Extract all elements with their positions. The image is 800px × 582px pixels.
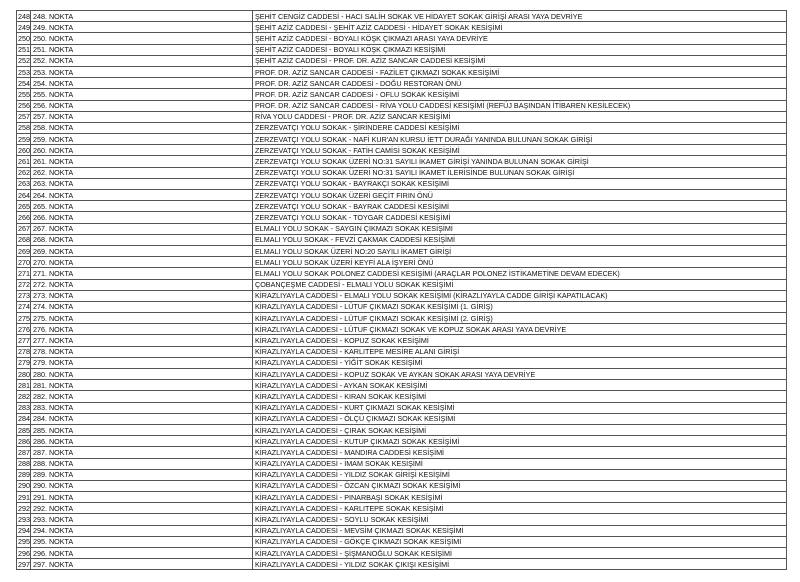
table-row (17, 447, 787, 458)
point-label: 262. NOKTA (31, 167, 253, 178)
location-description: KİRAZLIYAYLA CADDESİ - LÜTUF ÇIKMAZI SOKAK VE KOPUZ SOKAK ARASI YAYA DEVRİYE (253, 324, 787, 335)
location-description: ELMALI YOLU SOKAK POLONEZ CADDESİ KESİŞİMİ (ARAÇLAR POLONEZ İSTİKAMETİNE DEVAM EDECEK) (253, 268, 787, 279)
table-body (17, 11, 787, 570)
point-label: 286. NOKTA (31, 436, 253, 447)
point-label: 270. NOKTA (31, 257, 253, 268)
table-row (17, 212, 787, 223)
row-number: 273 (18, 291, 30, 301)
table-row (17, 234, 787, 245)
table-row (17, 156, 787, 167)
point-label: 297. NOKTA (31, 559, 253, 570)
point-label: 276. NOKTA (31, 324, 253, 335)
point-label: 285. NOKTA (31, 424, 253, 435)
row-number: 296 (18, 548, 30, 558)
location-description: ELMALI YOLU SOKAK - FEVZİ ÇAKMAK CADDESİ KESİŞİMİ (253, 234, 787, 245)
point-label: 271. NOKTA (31, 268, 253, 279)
table-row (17, 245, 787, 256)
checkpoint-table (16, 10, 787, 570)
row-number: 249 (18, 22, 30, 32)
point-label: 250. NOKTA (31, 33, 253, 44)
point-label: 267. NOKTA (31, 223, 253, 234)
location-description: KİRAZLIYAYLA CADDESİ - KARLITEPE SOKAK KESİŞİMİ (253, 503, 787, 514)
row-number: 267 (18, 224, 30, 234)
point-label: 290. NOKTA (31, 480, 253, 491)
location-description: PROF. DR. AZİZ SANCAR CADDESİ - FAZİLET ÇIKMAZI SOKAK KESİŞİMİ (253, 66, 787, 77)
point-label: 273. NOKTA (31, 290, 253, 301)
point-label: 293. NOKTA (31, 514, 253, 525)
location-description: KİRAZLIYAYLA CADDESİ - KOPUZ SOKAK KESİŞİMİ (253, 335, 787, 346)
row-number: 283 (18, 403, 30, 413)
point-label: 252. NOKTA (31, 55, 253, 66)
table-row (17, 469, 787, 480)
table-row (17, 424, 787, 435)
point-label: 292. NOKTA (31, 503, 253, 514)
location-description: KİRAZLIYAYLA CADDESİ - ÖLÇÜ ÇIKMAZI SOKAK KESİŞİMİ (253, 413, 787, 424)
location-description: ŞEHİT AZİZ CADDESİ - ŞEHİT AZİZ CADDESİ - HİDAYET SOKAK KESİŞİMİ (253, 22, 787, 33)
point-label: 282. NOKTA (31, 391, 253, 402)
table-row (17, 335, 787, 346)
row-number: 276 (18, 324, 30, 334)
location-description: ŞEHİT AZİZ CADDESİ - BOYALI KÖŞK ÇIKMAZI ARASI YAYA DEVRİYE (253, 33, 787, 44)
location-description: ELMALI YOLU SOKAK ÜZERİ KEYFİ ALA İŞYERİ ÖNÜ (253, 257, 787, 268)
row-number: 287 (18, 447, 30, 457)
point-label: 294. NOKTA (31, 525, 253, 536)
point-label: 275. NOKTA (31, 313, 253, 324)
point-label: 248. NOKTA (31, 11, 253, 22)
location-description: KİRAZLIYAYLA CADDESİ - YILDIZ SOKAK ÇIKIŞI KESİŞİMİ (253, 559, 787, 570)
table-row (17, 122, 787, 133)
location-description: KİRAZLIYAYLA CADDESİ - MANDIRA CADDESİ KESİŞİMİ (253, 447, 787, 458)
location-description: ÇOBANÇEŞME CADDESİ - ELMALI YOLU SOKAK KESİŞİMİ (253, 279, 787, 290)
location-description: KİRAZLIYAYLA CADDESİ - ŞİŞMANOĞLU SOKAK KESİŞİMİ (253, 548, 787, 559)
location-description: KİRAZLIYAYLA CADDESİ - KIRAN SOKAK KESİŞİMİ (253, 391, 787, 402)
location-description: KİRAZLIYAYLA CADDESİ - YİĞİT SOKAK KESİŞİMİ (253, 357, 787, 368)
row-number: 271 (18, 268, 30, 278)
table-row (17, 11, 787, 22)
point-label: 255. NOKTA (31, 89, 253, 100)
location-description: ZERZEVATÇI YOLU SOKAK - BAYRAKÇI SOKAK KESİŞİMİ (253, 178, 787, 189)
row-number: 281 (18, 380, 30, 390)
row-number: 297 (18, 559, 30, 569)
row-number: 251 (18, 45, 30, 55)
row-number: 289 (18, 470, 30, 480)
point-label: 289. NOKTA (31, 469, 253, 480)
table-row (17, 436, 787, 447)
location-description: KİRAZLIYAYLA CADDESİ - KARLITEPE MESİRE ALANI GİRİŞİ (253, 346, 787, 357)
row-number: 263 (18, 179, 30, 189)
table-row (17, 391, 787, 402)
location-description: KİRAZLIYAYLA CADDESİ - GÖKÇE ÇIKMAZI SOKAK KESİŞİMİ (253, 536, 787, 547)
point-label: 281. NOKTA (31, 380, 253, 391)
table-row (17, 503, 787, 514)
point-label: 249. NOKTA (31, 22, 253, 33)
point-label: 266. NOKTA (31, 212, 253, 223)
location-description: ZERZEVATÇI YOLU SOKAK - ŞİRİNDERE CADDESİ KESİŞİMİ (253, 122, 787, 133)
table-row (17, 78, 787, 89)
point-label: 263. NOKTA (31, 178, 253, 189)
row-number: 284 (18, 414, 30, 424)
table-row (17, 369, 787, 380)
table-row (17, 492, 787, 503)
location-description: KİRAZLIYAYLA CADDESİ - AYKAN SOKAK KESİŞİMİ (253, 380, 787, 391)
table-row (17, 134, 787, 145)
table-row (17, 100, 787, 111)
location-description: KİRAZLIYAYLA CADDESİ - YILDIZ SOKAK GİRİŞİ KESİŞİMİ (253, 469, 787, 480)
table-row (17, 268, 787, 279)
point-label: 278. NOKTA (31, 346, 253, 357)
table-row (17, 380, 787, 391)
row-number: 294 (18, 526, 30, 536)
row-number: 293 (18, 515, 30, 525)
point-label: 279. NOKTA (31, 357, 253, 368)
point-label: 259. NOKTA (31, 134, 253, 145)
point-label: 272. NOKTA (31, 279, 253, 290)
table-row (17, 357, 787, 368)
table-row (17, 402, 787, 413)
location-description: ZERZEVATÇI YOLU SOKAK - BAYRAK CADDESİ KESİŞİMİ (253, 201, 787, 212)
location-description: ZERZEVATÇI YOLU SOKAK ÜZERİ GEÇİT FIRIN ÖNÜ (253, 190, 787, 201)
location-description: PROF. DR. AZİZ SANCAR CADDESİ - DOĞU RESTORAN ÖNÜ (253, 78, 787, 89)
point-label: 256. NOKTA (31, 100, 253, 111)
table-row (17, 559, 787, 570)
location-description: ELMALI YOLU SOKAK ÜZERİ NO:20 SAYILI İKAMET GİRİŞİ (253, 245, 787, 256)
location-description: KİRAZLIYAYLA CADDESİ - LÜTUF ÇIKMAZI SOKAK KESİŞİMİ (2. GİRİŞ) (253, 313, 787, 324)
location-description: KİRAZLIYAYLA CADDESİ - LÜTUF ÇIKMAZI SOKAK KESİŞİMİ (1. GİRİŞ) (253, 301, 787, 312)
row-number: 260 (18, 145, 30, 155)
location-description: ZERZEVATÇI YOLU SOKAK ÜZERİ NO:31 SAYILI İKAMET GİRİŞİ YANINDA BULUNAN SOKAK GİRİŞİ (253, 156, 787, 167)
table-row (17, 514, 787, 525)
table-row (17, 201, 787, 212)
location-description: ZERZEVATÇI YOLU SOKAK ÜZERİ NO:31 SAYILI İKAMET İLERİSİNDE BULUNAN SOKAK GİRİŞİ (253, 167, 787, 178)
row-number: 275 (18, 313, 30, 323)
table-row (17, 223, 787, 234)
row-number: 262 (18, 168, 30, 178)
point-label: 274. NOKTA (31, 301, 253, 312)
location-description: KİRAZLIYAYLA CADDESİ - KURT ÇIKMAZI SOKAK KESİŞİMİ (253, 402, 787, 413)
point-label: 258. NOKTA (31, 122, 253, 133)
point-label: 264. NOKTA (31, 190, 253, 201)
row-number: 255 (18, 89, 30, 99)
location-description: KİRAZLIYAYLA CADDESİ - ÖZCAN ÇIKMAZI SOKAK KESİŞİMİ (253, 480, 787, 491)
row-number: 256 (18, 101, 30, 111)
table-row (17, 145, 787, 156)
row-number: 280 (18, 369, 30, 379)
table-row (17, 536, 787, 547)
table-row (17, 22, 787, 33)
row-number: 292 (18, 503, 30, 513)
row-number: 258 (18, 123, 30, 133)
point-label: 288. NOKTA (31, 458, 253, 469)
location-description: PROF. DR. AZİZ SANCAR CADDESİ - RİVA YOLU CADDESİ KESİŞİMİ (REFÜJ BAŞINDAN İTİBAREN KESİLECEK) (253, 100, 787, 111)
table-row (17, 324, 787, 335)
row-number: 288 (18, 459, 30, 469)
row-number: 266 (18, 212, 30, 222)
location-description: ZERZEVATÇI YOLU SOKAK - FATİH CAMİSİ SOKAK KESİŞİMİ (253, 145, 787, 156)
row-number: 268 (18, 235, 30, 245)
row-number: 252 (18, 56, 30, 66)
table-row (17, 525, 787, 536)
point-label: 253. NOKTA (31, 66, 253, 77)
location-description: KİRAZLIYAYLA CADDESİ - KOPUZ SOKAK VE AYKAN SOKAK ARASI YAYA DEVRİYE (253, 369, 787, 380)
point-label: 295. NOKTA (31, 536, 253, 547)
table-row (17, 66, 787, 77)
point-label: 268. NOKTA (31, 234, 253, 245)
row-number: 261 (18, 157, 30, 167)
location-description: ŞEHİT AZİZ CADDESİ - PROF. DR. AZİZ SANCAR CADDESİ KESİŞİMİ (253, 55, 787, 66)
row-number: 259 (18, 134, 30, 144)
row-number: 277 (18, 336, 30, 346)
location-description: ŞEHİT AZİZ CADDESİ - BOYALI KÖŞK ÇIKMAZI KESİŞİMİ (253, 44, 787, 55)
table-row (17, 548, 787, 559)
point-label: 251. NOKTA (31, 44, 253, 55)
table-row (17, 167, 787, 178)
row-number: 278 (18, 347, 30, 357)
location-description: PROF. DR. AZİZ SANCAR CADDESİ - OFLU SOKAK KESİŞİMİ (253, 89, 787, 100)
row-number: 282 (18, 391, 30, 401)
row-number: 250 (18, 33, 30, 43)
table-row (17, 33, 787, 44)
location-description: ZERZEVATÇI YOLU SOKAK - TOYGAR CADDESİ KESİŞİMİ (253, 212, 787, 223)
location-description: ZERZEVATÇI YOLU SOKAK - NAFİ KUR'AN KURSU İETT DURAĞI YANINDA BULUNAN SOKAK GİRİŞİ (253, 134, 787, 145)
row-number: 274 (18, 302, 30, 312)
location-description: KİRAZLIYAYLA CADDESİ - ÇIRAK SOKAK KESİŞİMİ (253, 424, 787, 435)
table-row (17, 313, 787, 324)
table-row (17, 480, 787, 491)
point-label: 283. NOKTA (31, 402, 253, 413)
location-description: KİRAZLIYAYLA CADDESİ - SOYLU SOKAK KESİŞİMİ (253, 514, 787, 525)
point-label: 261. NOKTA (31, 156, 253, 167)
row-number: 254 (18, 78, 30, 88)
location-description: KİRAZLIYAYLA CADDESİ - ELMALI YOLU SOKAK KESİŞİMİ (KİRAZLIYAYLA CADDE GİRİŞİ KAPATILACAK) (253, 290, 787, 301)
table-row (17, 257, 787, 268)
location-description: KİRAZLIYAYLA CADDESİ - İMAM SOKAK KESİŞİMİ (253, 458, 787, 469)
table-row (17, 178, 787, 189)
row-number: 285 (18, 425, 30, 435)
document-page (16, 10, 786, 570)
point-label: 296. NOKTA (31, 548, 253, 559)
row-number: 291 (18, 492, 30, 502)
table-row (17, 111, 787, 122)
point-label: 257. NOKTA (31, 111, 253, 122)
row-number: 257 (18, 112, 30, 122)
location-description: RİVA YOLU CADDESİ - PROF. DR. AZİZ SANCAR KESİŞİMİ (253, 111, 787, 122)
row-number: 270 (18, 257, 30, 267)
point-label: 269. NOKTA (31, 245, 253, 256)
location-description: KİRAZLIYAYLA CADDESİ - PINARBAŞI SOKAK KESİŞİMİ (253, 492, 787, 503)
row-number: 264 (18, 190, 30, 200)
row-number: 272 (18, 280, 30, 290)
row-number: 265 (18, 201, 30, 211)
row-number: 286 (18, 436, 30, 446)
row-number: 248 (18, 11, 30, 21)
location-description: ŞEHİT CENGİZ CADDESİ - HACI SALİH SOKAK VE HİDAYET SOKAK GİRİŞİ ARASI YAYA DEVRİYE (253, 11, 787, 22)
point-label: 287. NOKTA (31, 447, 253, 458)
point-label: 254. NOKTA (31, 78, 253, 89)
point-label: 260. NOKTA (31, 145, 253, 156)
table-row (17, 44, 787, 55)
table-row (17, 346, 787, 357)
row-number: 269 (18, 246, 30, 256)
table-row (17, 279, 787, 290)
table-row (17, 190, 787, 201)
row-number: 290 (18, 481, 30, 491)
table-row (17, 413, 787, 424)
location-description: KİRAZLIYAYLA CADDESİ - KUTUP ÇIKMAZI SOKAK KESİŞİMİ (253, 436, 787, 447)
point-label: 265. NOKTA (31, 201, 253, 212)
table-row (17, 458, 787, 469)
row-number: 279 (18, 358, 30, 368)
point-label: 291. NOKTA (31, 492, 253, 503)
location-description: ELMALI YOLU SOKAK - SAYGIN ÇIKMAZI SOKAK KESİŞİMİ (253, 223, 787, 234)
table-row (17, 290, 787, 301)
location-description: KİRAZLIYAYLA CADDESİ - MEVSİM ÇIKMAZI SOKAK KESİŞİMİ (253, 525, 787, 536)
row-number: 253 (18, 67, 30, 77)
row-number: 295 (18, 537, 30, 547)
table-row (17, 301, 787, 312)
point-label: 284. NOKTA (31, 413, 253, 424)
point-label: 277. NOKTA (31, 335, 253, 346)
table-row (17, 55, 787, 66)
table-row (17, 89, 787, 100)
point-label: 280. NOKTA (31, 369, 253, 380)
